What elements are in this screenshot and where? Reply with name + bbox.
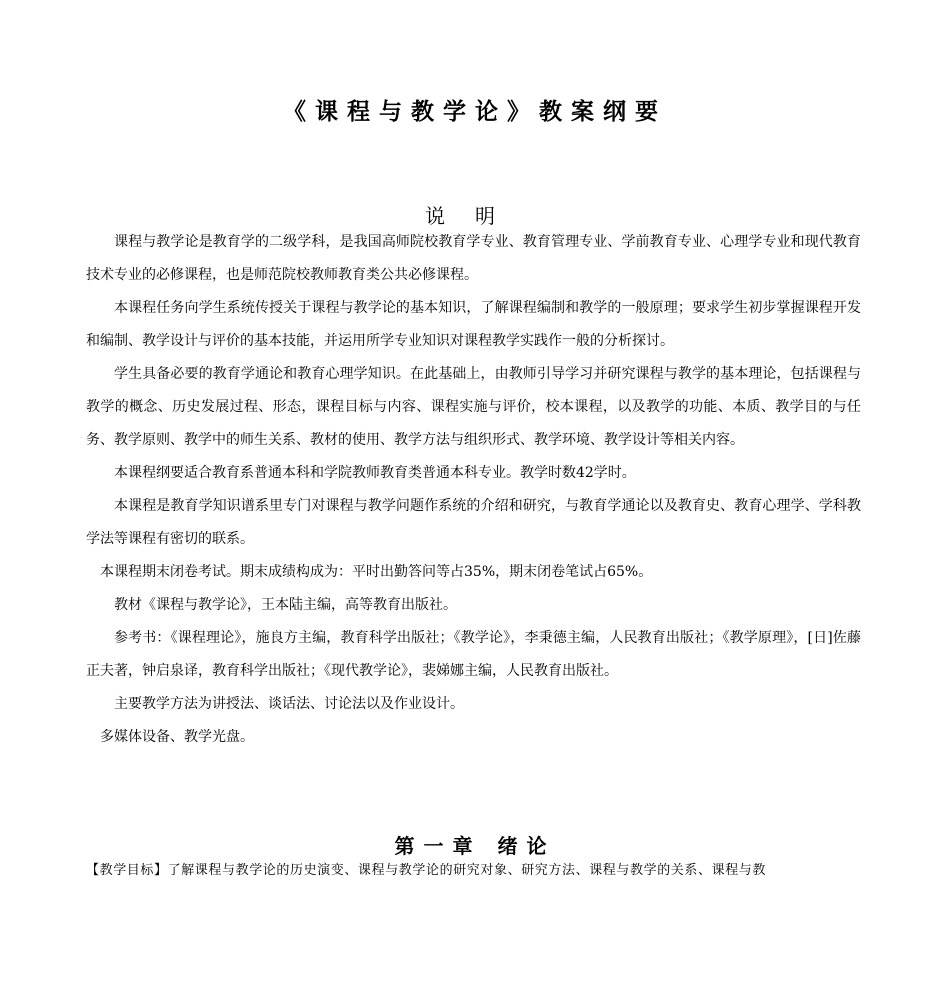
paragraph-references: 参考书：《课程理论》，施良方主编，教育科学出版社；《教学论》，李秉德主编，人民教育出版社；《教学原理》，[日]佐藤正夫著，钟启泉译，教育科学出版社；《现代教学论》，裴娣娜主编，人民教育出版社。: [86, 630, 861, 679]
paragraph-assessment: 本课程期末闭卷考试。期末成绩构成为：平时出勤答问等占35%，期末闭卷笔试占65%。: [100, 564, 653, 580]
paragraph-teaching-methods: 主要教学方法为讲授法、谈话法、讨论法以及作业设计。: [114, 696, 464, 712]
document-title: 《课程与教学论》教案纲要: [283, 99, 667, 125]
paragraph-course-task: 本课程任务向学生系统传授关于课程与教学论的基本知识，了解课程编制和教学的一般原理；要求学生初步掌握课程开发和编制、教学设计与评价的基本技能，并运用所学专业知识对课程教学实践作一般的分析探讨。: [86, 300, 861, 349]
paragraph-audience-hours: 本课程纲要适合教育系普通本科和学院教师教育类普通本科专业。教学时数42学时。: [114, 465, 636, 481]
document-body: [86, 226, 861, 754]
paragraph-related-courses: 本课程是教育学知识谱系里专门对课程与教学问题作系统的介绍和研究，与教育学通论以及教育史、教育心理学、学科教学法等课程有密切的联系。: [86, 498, 861, 547]
paragraph-media: 多媒体设备、教学光盘。: [100, 729, 254, 745]
chapter-title: 第一章 绪论: [394, 834, 556, 858]
section-title: 说明: [425, 204, 525, 228]
teaching-objective: 【教学目标】了解课程与教学论的历史演变、课程与教学论的研究对象、研究方法、课程与教学的关系、课程与教: [86, 863, 767, 878]
paragraph-prerequisites: 学生具备必要的教育学通论和教育心理学知识。在此基础上，由教师引导学习并研究课程与教学的基本理论，包括课程与教学的概念、历史发展过程、形态，课程目标与内容、课程实施与评价，校本课程，以及教学的功能、本质、教学目的与任务、教学原则、教学中的师生关系、教材的使用、教学方法与组织形式、教学环境、教学设计等相关内容。: [86, 366, 861, 448]
paragraph-discipline: 课程与教学论是教育学的二级学科，是我国高师院校教育学专业、教育管理专业、学前教育专业、心理学专业和现代教育技术专业的必修课程，也是师范院校教师教育类公共必修课程。: [86, 234, 861, 283]
paragraph-textbook: 教材《课程与教学论》，王本陆主编，高等教育出版社。: [114, 597, 457, 613]
